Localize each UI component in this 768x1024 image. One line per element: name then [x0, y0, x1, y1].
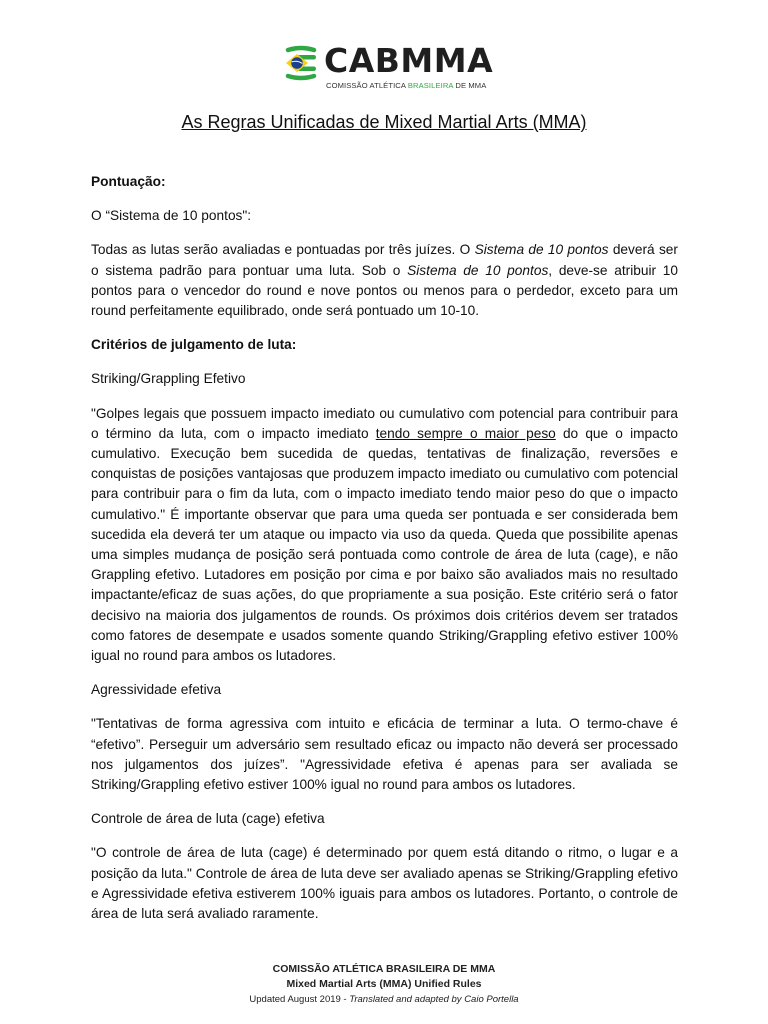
subheading-cage-control: Controle de área de luta (cage) efetiva — [91, 811, 325, 827]
cabmma-logo — [284, 41, 494, 94]
section-heading-scoring: Pontuação: — [91, 174, 166, 189]
paragraph-scoring: Todas as lutas serão avaliadas e pontuadas por três juízes. O Sistema de 10 pontos deverá ser o sistema padrão para pontuar uma luta. Sob o Sistema de 10 pontos, deve-se atribuir 10 pontos para o vencedor do round e nove pontos ou menos para o perdedor, exceto para um round perfeitamente equilibrado, onde será pontuado um 10-10. — [91, 242, 679, 319]
brazil-flag-emblem-icon — [284, 44, 318, 82]
document-body — [91, 172, 678, 938]
brand-name: CABMMA — [324, 41, 494, 80]
subheading-striking: Striking/Grappling Efetivo — [91, 371, 246, 387]
paragraph-striking: "Golpes legais que possuem impacto imediato ou cumulativo com potencial para contribuir para o término da luta, com o impacto imediato tendo sempre o maior peso do que o impacto cumulativo. Execução bem sucedida de quedas, tentativas de finalização, reversões e conquistas de posições vantajosas que produzem impacto imediato ou cumulativo com potencial para contribuir para o fim da luta, com o impacto imediato tendo maior peso do que o impacto cumulativo." É importante observar que para uma queda ser pontuada e ser considerada bem sucedida ela deverá ter um ataque ou impacto via uso da queda. Queda que possibilite apenas uma simples mudança de posição será pontuada como controle de área de luta (cage), e não Grappling efetivo. Lutadores em posição por cima e por baixo são avaliados mais no resultado impactante/eficaz de suas ações, do que propriamente a sua posição. Este critério será o fator decisivo na maioria dos julgamentos de rounds. Os próximos dois critérios devem ser tratados como fatores de desempate e usados somente quando Striking/Grappling efetivo estiver 100% igual no round para ambos os lutadores. — [91, 405, 679, 664]
footer-commission: COMISSÃO ATLÉTICA BRASILEIRA DE MMA — [272, 963, 496, 975]
footer-update-note: Updated August 2019 - Translated and adapted by Caio Portella — [249, 994, 519, 1005]
document-title: As Regras Unificadas de Mixed Martial Arts (MMA) — [181, 112, 587, 132]
footer-rules-title: Mixed Martial Arts (MMA) Unified Rules — [286, 978, 482, 990]
page-footer — [0, 962, 768, 1007]
brand-tagline: COMISSÃO ATLÉTICA BRASILEIRA DE MMA — [326, 81, 487, 90]
subheading-aggressiveness: Agressividade efetiva — [91, 682, 222, 698]
section-heading-criteria: Critérios de julgamento de luta: — [91, 337, 297, 353]
paragraph-cage-control: "O controle de área de luta (cage) é determinado por quem está ditando o ritmo, o lugar e a posição da luta." Controle de área de luta deve ser avaliado apenas se Striking/Grappling efetivo e Agressividade efetiva estiverem 100% iguais para ambos os lutadores. Portanto, o controle de área de luta será avaliado raramente. — [91, 845, 678, 922]
paragraph-aggressiveness: "Tentativas de forma agressiva com intuito e eficácia de terminar a luta. O termo-chave é “efetivo”. Perseguir um adversário sem resultado eficaz ou impacto não deverá ser processado nos julgamentos dos juízes”. "Agressividade efetiva é apenas para ser avaliada se Striking/Grappling efetivo estiver 100% igual no round para ambos os lutadores. — [91, 716, 678, 793]
system-label: O “Sistema de 10 pontos": — [91, 208, 252, 224]
